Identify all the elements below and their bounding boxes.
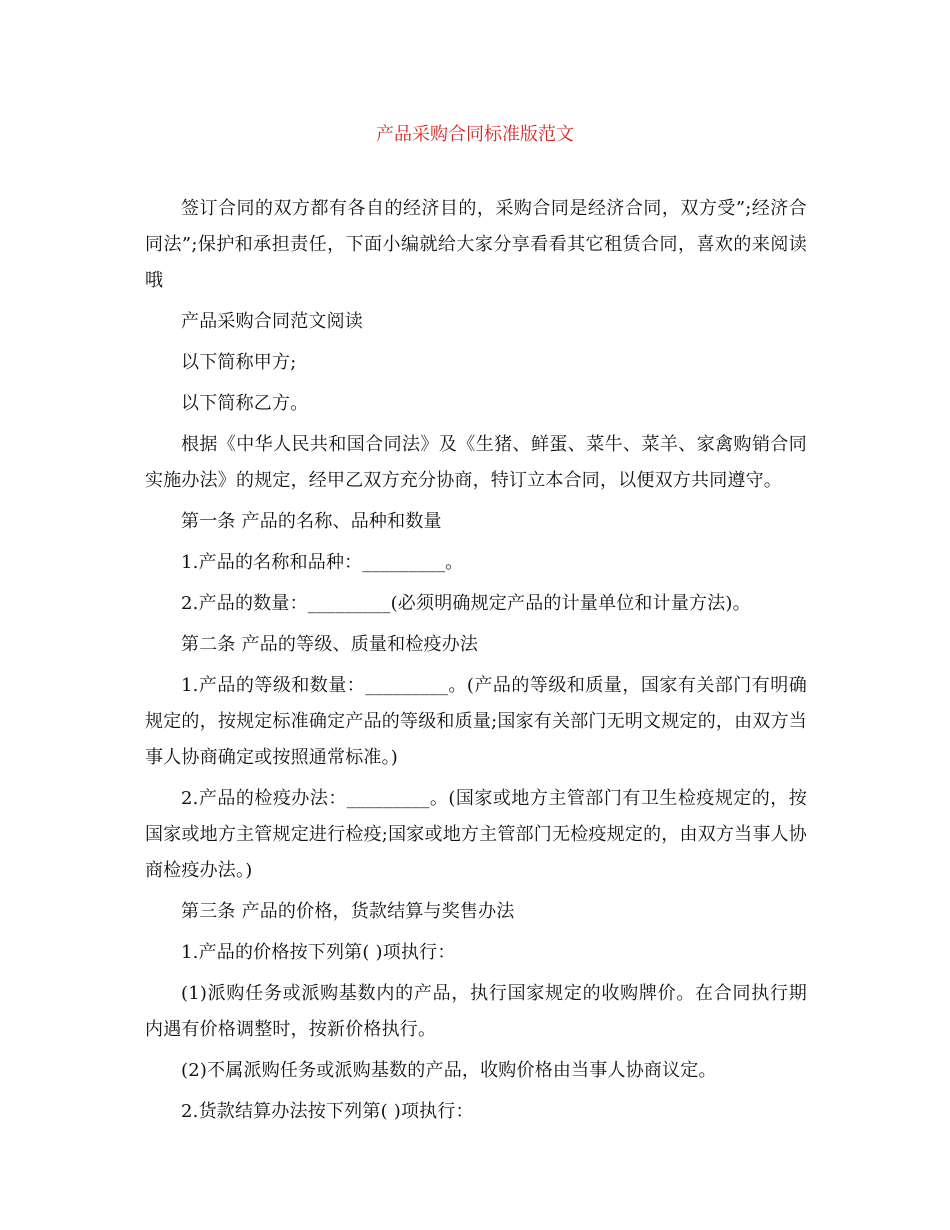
- article-1-heading: 第一条 产品的名称、品种和数量: [181, 511, 442, 532]
- article-3-item-1-sub-1: (1)派购任务或派购基数内的产品，执行国家规定的收购牌价。在合同执行期内遇有价格调整时，按新价格执行。: [145, 983, 807, 1040]
- basis-paragraph: 根据《中华人民共和国合同法》及《生猪、鲜蛋、菜牛、菜羊、家禽购销合同实施办法》的规定，经甲乙双方充分协商，特订立本合同，以便双方共同遵守。: [145, 434, 807, 491]
- party-a-line: 以下简称甲方;: [181, 352, 297, 373]
- document-title: 产品采购合同标准版范文: [376, 124, 574, 145]
- document-body: [145, 191, 807, 1135]
- article-1-item-2: 2.产品的数量：_________(必须明确规定产品的计量单位和计量方法)。: [181, 593, 751, 614]
- section-heading-reading: 产品采购合同范文阅读: [181, 311, 363, 332]
- article-2-item-1: 1.产品的等级和数量：_________。(产品的等级和质量，国家有关部门有明确规定的，按规定标准确定产品的等级和质量;国家有关部门无明文规定的，由双方当事人协商确定或按照通常标准。): [145, 675, 807, 768]
- article-3-item-1: 1.产品的价格按下列第( )项执行：: [181, 942, 456, 963]
- intro-paragraph: 签订合同的双方都有各自的经济目的，采购合同是经济合同，双方受”;经济合同法”;保护和承担责任，下面小编就给大家分享看看其它租赁合同，喜欢的来阅读哦: [145, 198, 807, 291]
- party-b-line: 以下简称乙方。: [181, 393, 309, 414]
- article-3-heading: 第三条 产品的价格，货款结算与奖售办法: [181, 901, 515, 922]
- article-3-item-1-sub-2: (2)不属派购任务或派购基数的产品，收购价格由当事人协商议定。: [181, 1060, 717, 1081]
- article-2-item-2: 2.产品的检疫办法：_________。(国家或地方主管部门有卫生检疫规定的，按国家或地方主管规定进行检疫;国家或地方主管部门无检疫规定的，由双方当事人协商检疫办法。): [145, 788, 807, 881]
- article-1-item-1: 1.产品的名称和品种：_________。: [181, 552, 464, 573]
- article-2-heading: 第二条 产品的等级、质量和检疫办法: [181, 634, 479, 655]
- article-3-item-2: 2.货款结算办法按下列第( )项执行：: [181, 1101, 474, 1122]
